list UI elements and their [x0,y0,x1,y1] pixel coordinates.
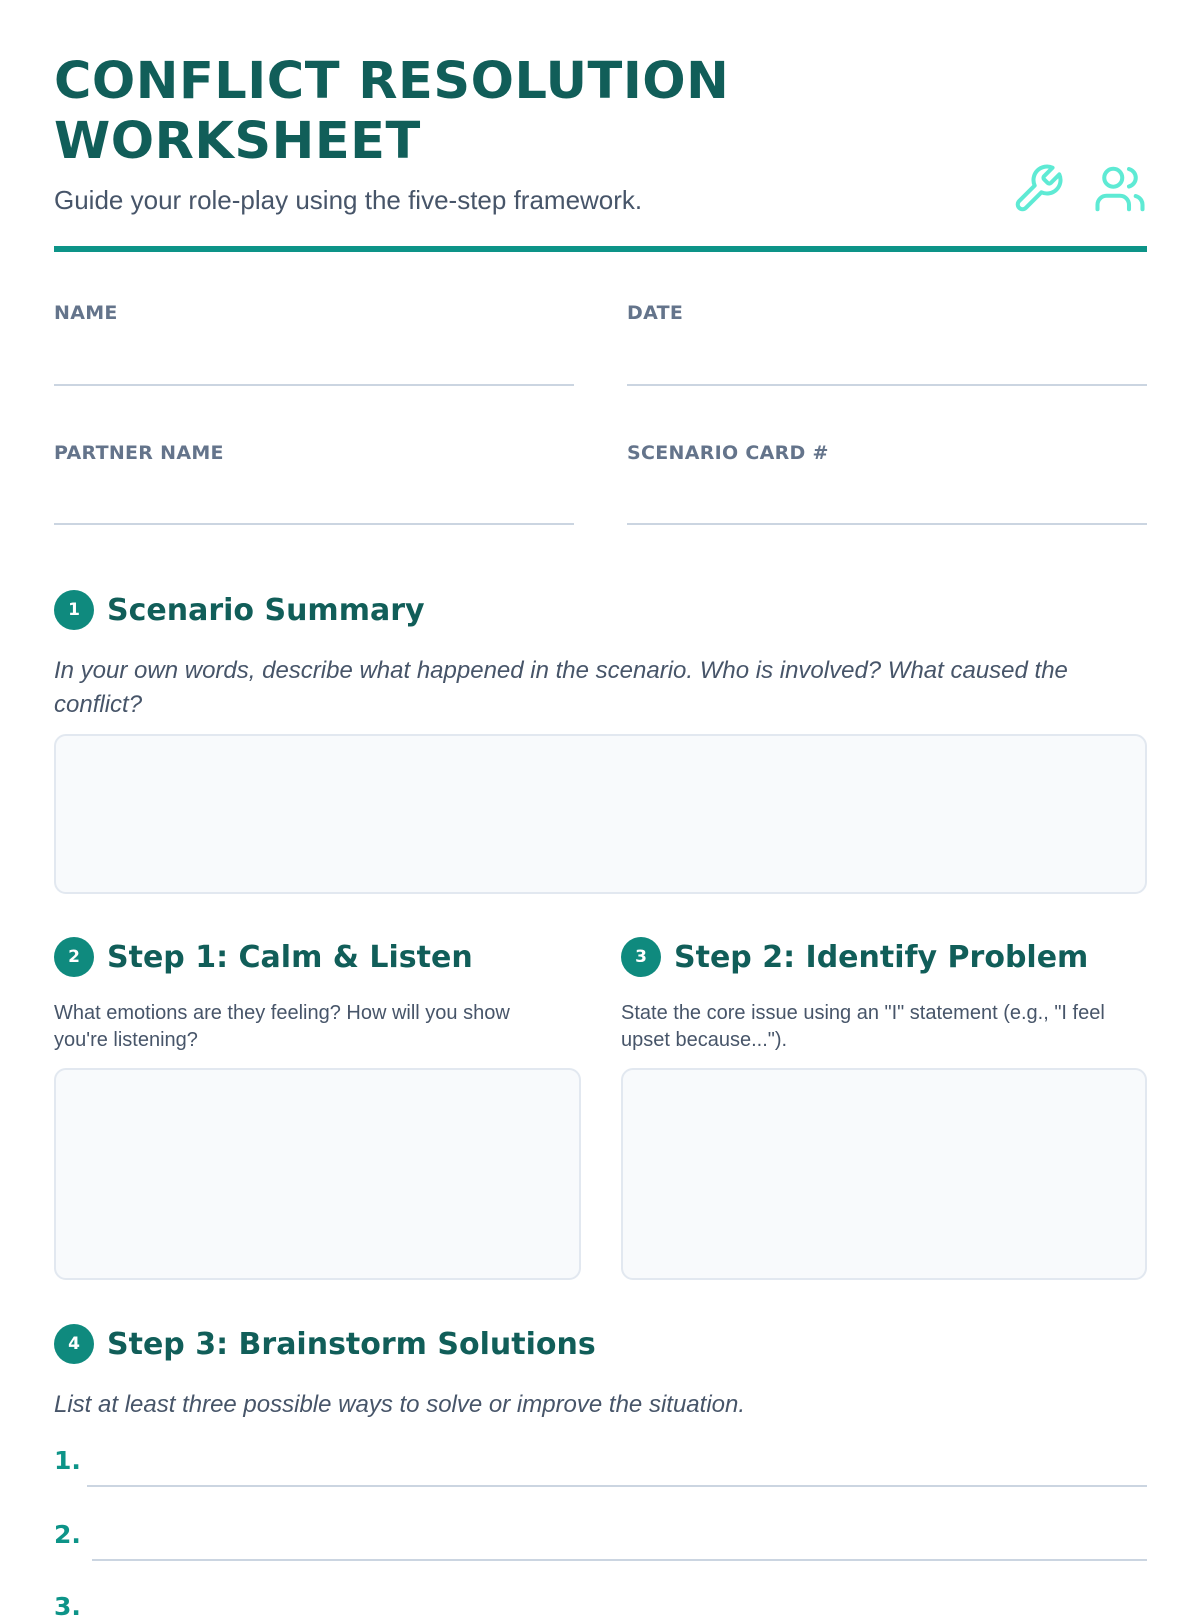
date-label: DATE [627,302,684,324]
name-input-line[interactable] [54,384,574,386]
header-icons [1011,162,1147,221]
solution-item-number: 1. [54,1446,81,1475]
header-divider [54,246,1147,252]
scenario-summary-prompt: In your own words, describe what happened in the scenario. Who is involved? What caused the conflict? [54,657,1068,718]
users-icon [1093,162,1147,221]
step-number-badge: 2 [54,937,94,977]
scenario-card-input-line[interactable] [627,523,1147,525]
section-step2-heading [621,937,1088,977]
section-scenario-summary-heading [54,590,425,630]
page-title [54,52,729,172]
page-subtitle: Guide your role-play using the five-step framework. [54,185,643,215]
step-number-badge: 1 [54,590,94,630]
partner-name-label: PARTNER NAME [54,442,224,464]
solution-input-line[interactable] [87,1485,1147,1487]
section-title: Scenario Summary [107,592,425,628]
section-title: Step 1: Calm & Listen [107,939,473,975]
step2-answer-box[interactable] [621,1068,1147,1280]
worksheet-header [54,0,1147,252]
worksheet-page [54,0,1147,1621]
title-line-1: CONFLICT RESOLUTION [54,52,730,111]
partner-name-input-line[interactable] [54,523,574,525]
wrench-icon [1011,162,1065,221]
scenario-summary-answer-box[interactable] [54,734,1147,894]
date-field[interactable] [627,302,1147,324]
step-number-badge: 4 [54,1324,94,1364]
name-label: NAME [54,302,118,324]
partner-name-field[interactable] [54,442,574,464]
step1-prompt: What emotions are they feeling? How will you show you're listening? [54,1002,510,1051]
step2-prompt: State the core issue using an "I" statement (e.g., "I feel upset because..."). [621,1002,1105,1051]
step3-prompt: List at least three possible ways to solve or improve the situation. [54,1391,746,1418]
scenario-card-field[interactable] [627,442,1147,464]
solution-input-line[interactable] [92,1559,1147,1561]
solution-item-number: 3. [54,1592,81,1621]
step1-answer-box[interactable] [54,1068,581,1280]
section-title: Step 3: Brainstorm Solutions [107,1326,596,1362]
section-step1-heading [54,937,473,977]
title-line-2: WORKSHEET [54,112,421,171]
step-number-badge: 3 [621,937,661,977]
scenario-card-label: SCENARIO CARD # [627,442,829,464]
date-input-line[interactable] [627,384,1147,386]
name-field[interactable] [54,302,574,324]
section-title: Step 2: Identify Problem [674,939,1089,975]
section-step3-heading [54,1324,596,1364]
solution-item-number: 2. [54,1520,81,1549]
